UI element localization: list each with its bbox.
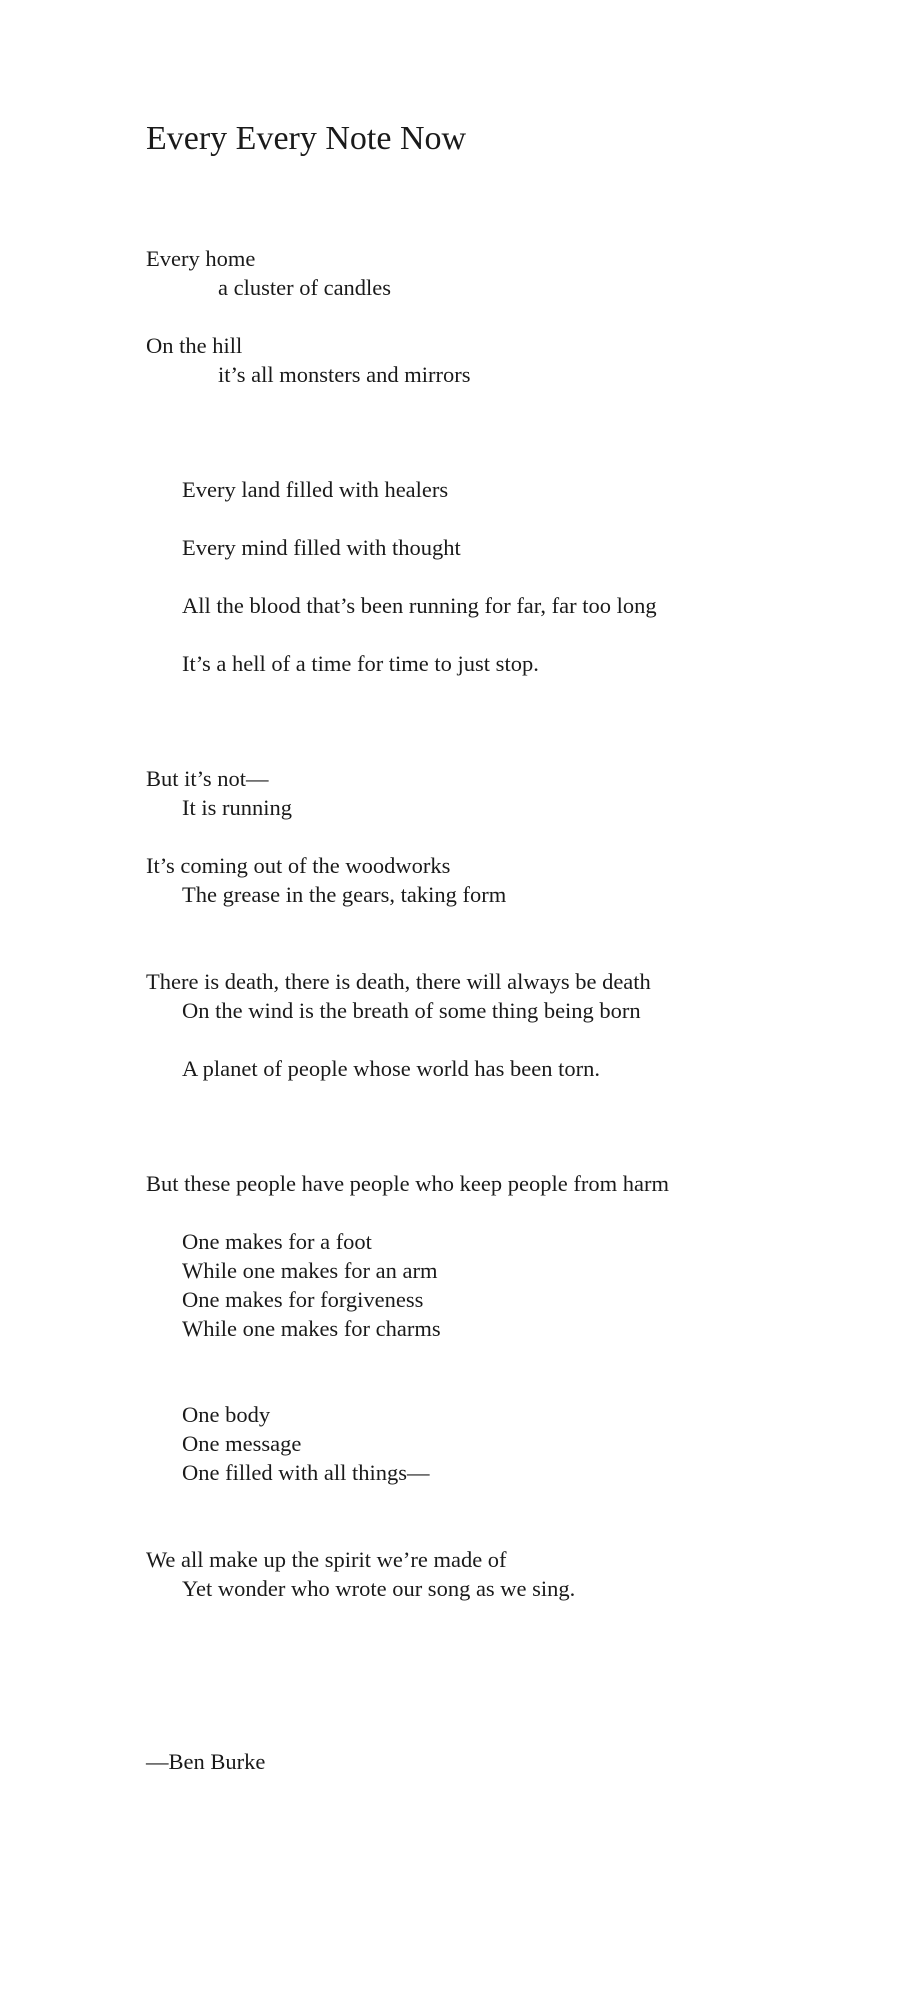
poem-line: One message [182, 1431, 302, 1456]
poem-line: We all make up the spirit we’re made of [146, 1547, 507, 1572]
poem-line: Every home [146, 246, 256, 271]
poem-title: Every Every Note Now [146, 120, 467, 157]
poem-line: Yet wonder who wrote our song as we sing. [182, 1576, 576, 1601]
poem-line: it’s all monsters and mirrors [218, 362, 471, 387]
poem-line: One makes for a foot [182, 1229, 372, 1254]
poem-line: The grease in the gears, taking form [182, 882, 507, 907]
poem-line: One body [182, 1402, 271, 1427]
poem-line: While one makes for charms [182, 1316, 441, 1341]
poem-line: a cluster of candles [218, 275, 392, 300]
poem-line: It’s a hell of a time for time to just stop. [182, 651, 539, 676]
poem-line: One makes for forgiveness [182, 1287, 424, 1312]
poem-line: But it’s not— [146, 766, 269, 791]
poem-line: Every mind filled with thought [182, 535, 461, 560]
poem-line: It is running [182, 795, 292, 820]
poem-line: There is death, there is death, there will always be death [146, 969, 651, 994]
poem-line: But these people have people who keep people from harm [146, 1171, 669, 1196]
poem-line: Every land filled with healers [182, 477, 449, 502]
poem-line: A planet of people whose world has been torn. [182, 1056, 601, 1081]
poem-attribution: —Ben Burke [146, 1749, 266, 1774]
poem-line: While one makes for an arm [182, 1258, 438, 1283]
poem-line: It’s coming out of the woodworks [146, 853, 451, 878]
poem-line: All the blood that’s been running for far, far too long [182, 593, 657, 618]
poem-line: One filled with all things— [182, 1460, 430, 1485]
poem-line: On the wind is the breath of some thing being born [182, 998, 641, 1023]
poem-line: On the hill [146, 333, 243, 358]
